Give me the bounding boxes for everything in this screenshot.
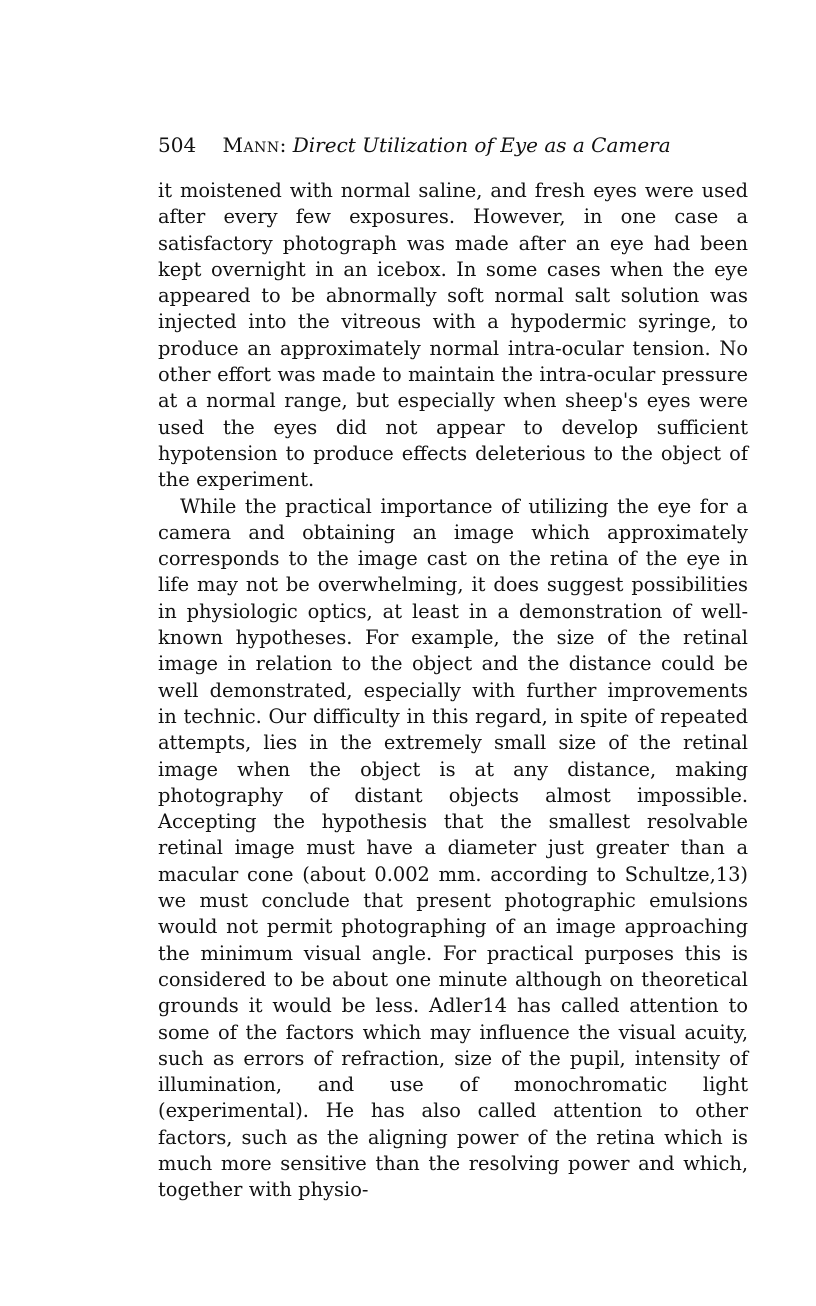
- paragraph-2: While the practical importance of utilizing the eye for a camera and obtaining an image which approximately corresponds to the image cast on the retina of the eye in life may not be overwhelming, it does suggest possibilities in physiologic optics, at least in a demonstration of well-known hypotheses. For example, the size of the retinal image in relation to the object and the distance could be well demonstrated, especially with further improvements in technic. Our difficulty in this regard, in spite of repeated attempts, lies in the extremely small size of the retinal image when the object is at any distance, making photography of distant objects almost impossible. Accepting the hypothesis that the smallest resolvable retinal image must have a diameter just greater than a macular cone (about 0.002 mm. according to Schultze,13) we must conclude that present photographic emulsions would not permit photographing of an image approaching the minimum visual angle. For practical purposes this is considered to be about one minute although on theoretical grounds it would be less. Adler14 has called attention to some of the factors which may influence the visual acuity, such as errors of refraction, size of the pupil, intensity of illumination, and use of monochromatic light (experimental). He has also called attention to other factors, such as the aligning power of the retina which is much more sensitive than the resolving power and which, together with physio-: [158, 494, 748, 1202]
- paragraph-1: it moistened with normal saline, and fresh eyes were used after every few exposures. However, in one case a satisfactory photograph was made after an eye had been kept overnight in an icebox. In some cases when the eye appeared to be abnormally soft normal salt solution was injected into the vitreous with a hypodermic syringe, to produce an approximately normal intra-ocular tension. No other effort was made to maintain the intra-ocular pressure at a normal range, but especially when sheep's eyes were used the eyes did not appear to develop sufficient hypotension to produce effects deleterious to the object of the experiment.: [158, 179, 748, 492]
- page-number: 504: [158, 133, 197, 157]
- header-author: Mann: [222, 133, 280, 157]
- body-text: [158, 178, 748, 1204]
- header-separator: :: [279, 133, 287, 157]
- running-header: [158, 126, 748, 164]
- journal-page: [158, 126, 748, 1204]
- header-title: Direct Utilization of Eye as a Camera: [292, 133, 671, 157]
